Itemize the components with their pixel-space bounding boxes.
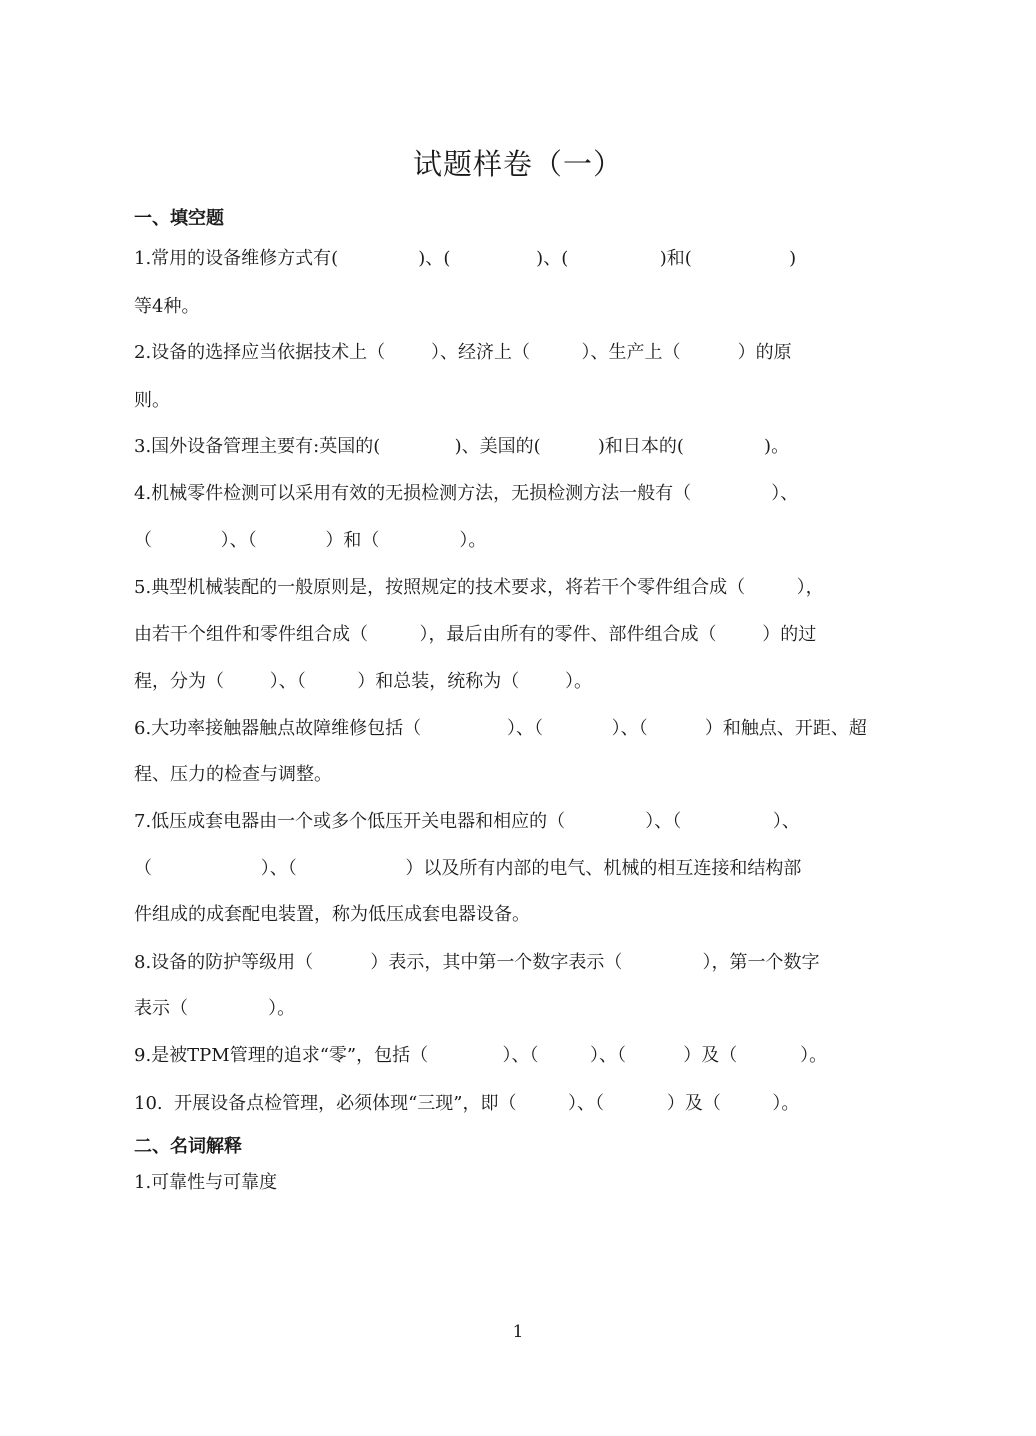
question-line: 程，分为（ ）、（ ）和总装，统称为（ ）。	[134, 671, 593, 692]
question-line: 则。	[134, 390, 170, 411]
question-line: 由若干个组件和零件组合成（ ），最后由所有的零件、部件组合成（ ）的过	[134, 624, 817, 645]
term-item: 1.可靠性与可靠度	[134, 1172, 278, 1193]
question-line: 9.是被TPM管理的追求“零”，包括（ ）、（ ）、（ ）及（ ）。	[134, 1045, 828, 1066]
question-line: 件组成的成套配电装置，称为低压成套电器设备。	[134, 904, 530, 925]
question-line: 表示（ ）。	[134, 998, 296, 1019]
question-line: 10. 开展设备点检管理，必须体现“三现”，即（ ）、（ ）及（ ）。	[134, 1093, 800, 1114]
section-heading-terms: 二、名词解释	[134, 1136, 242, 1157]
question-line: 2.设备的选择应当依据技术上（ ）、经济上（ ）、生产上（ ）的原	[134, 342, 792, 363]
question-line: 3.国外设备管理主要有:英国的( )、美国的( )和日本的( )。	[134, 436, 790, 457]
question-line: 6.大功率接触器触点故障维修包括（ ）、（ ）、（ ）和触点、开距、超	[134, 718, 867, 739]
question-line: 等4种。	[134, 296, 200, 317]
page-number: 1	[512, 1322, 524, 1342]
question-line: 程、压力的检查与调整。	[134, 764, 332, 785]
question-line: 8.设备的防护等级用（ ）表示，其中第一个数字表示（ ），第一个数字	[134, 952, 820, 973]
page-title: 试题样卷（一）	[412, 147, 623, 181]
question-line: 5.典型机械装配的一般原则是，按照规定的技术要求，将若干个零件组合成（ ），	[134, 577, 824, 598]
question-line: 1.常用的设备维修方式有( )、( )、( )和( )	[134, 248, 797, 269]
question-line: 7.低压成套电器由一个或多个低压开关电器和相应的（ ）、（ ）、	[134, 811, 800, 832]
question-line: （ ）、（ ）和（ ）。	[134, 530, 487, 551]
section-heading-fill-in: 一、填空题	[134, 208, 224, 229]
question-line: 4.机械零件检测可以采用有效的无损检测方法，无损检测方法一般有（ ）、	[134, 483, 799, 504]
question-line: （ ）、（ ）以及所有内部的电气、机械的相互连接和结构部	[134, 858, 802, 879]
